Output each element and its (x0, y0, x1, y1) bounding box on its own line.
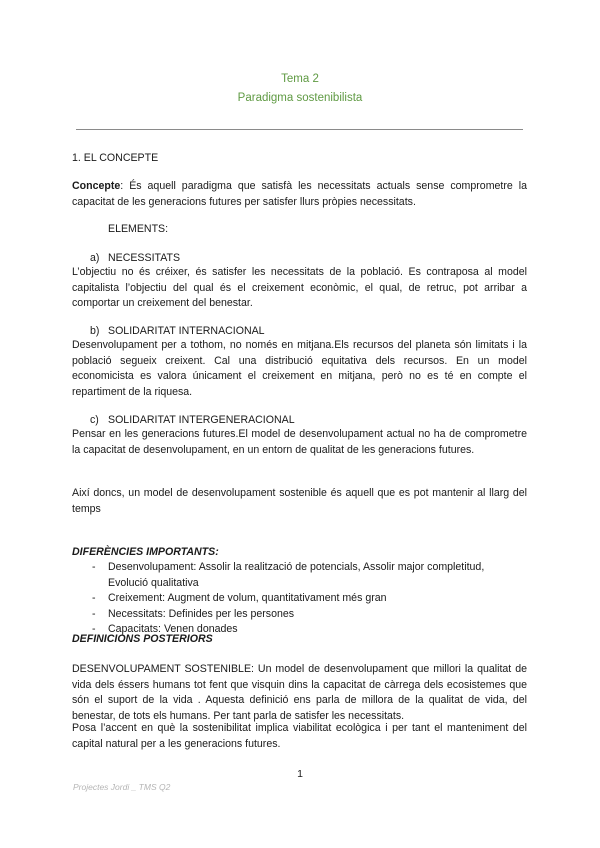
element-text: L’objectiu no és créixer, és satisfer les necessitats de la població. Es contraposa al model capitalista l’objectiu del qual és el creixement econòmic, el qual, de retruc, pot arribar a comportar un creixement del benestar. (72, 266, 527, 310)
element-marker: c) (90, 414, 99, 426)
elements-heading: ELEMENTS: (108, 223, 169, 235)
dash-bullet: - (92, 607, 96, 620)
element-title: SOLIDARITAT INTERNACIONAL (108, 325, 265, 337)
dash-bullet: - (92, 623, 96, 636)
document-subtitle: Paradigma sostenibilista (237, 92, 363, 104)
document-title: Tema 2 (281, 73, 319, 85)
header-divider (76, 129, 523, 130)
element-text: Desenvolupament per a tothom, no només en mitjana.Els recursos del planeta són limitats i la població segueix creixent. Cal una distribució equitativa dels recursos. En un model economicista es valora únicament el creixement en mitjana, però no es té en compte el repartiment de la riquesa. (72, 339, 527, 398)
list-item: - Creixement: Augment de volum, quantitativament més gran (72, 591, 527, 607)
list-item: - Desenvolupament: Assolir la realització de potencials, Assolir major completitud, Evolució qualitativa (92, 561, 485, 589)
section-heading: 1. EL CONCEPTE (72, 152, 159, 164)
conclusion-paragraph: Així doncs, un model de desenvolupament sostenible és aquell que es pot mantenir al llarg del temps (72, 487, 527, 515)
element-marker: a) (90, 252, 100, 264)
definition-paragraph: DESENVOLUPAMENT SOSTENIBLE: Un model de desenvolupament que millori la qualitat de vida dels éssers humans tot fent que visquin dins la capacitat de càrrega dels ecosistemes que són el suport de la vida . Aquesta definició ens parla de millora de la qualitat de vida, del benestar, de tots els humans. Per tant parla de satisfer les necessitats. (72, 663, 527, 722)
definition-paragraph: Posa l’accent en què la sostenibilitat implica viabilitat ecològica i per tant el manteniment del capital natural per a les generacions futures. (72, 722, 527, 750)
dash-bullet: - (92, 561, 96, 573)
element-text: Pensar en les generacions futures.El model de desenvolupament actual no ha de comprometre la capacitat de desenvolupament, en un entorn de qualitat de les generacions futures. (72, 428, 527, 456)
concept-term: Concepte (72, 180, 121, 192)
concept-paragraph (72, 179, 527, 210)
element-title: NECESSITATS (108, 252, 181, 264)
element-title: SOLIDARITAT INTERGENERACIONAL (108, 414, 295, 426)
page-number: 1 (297, 768, 303, 780)
list-item: - Capacitats: Venen donades (72, 622, 527, 638)
differences-list (72, 560, 527, 638)
dash-bullet: - (92, 592, 96, 605)
concept-text: : És aquell paradigma que satisfà les necessitats actuals sense comprometre la capacitat de les generacions futures per satisfer llurs pròpies necessitats. (72, 180, 527, 208)
definitions-heading: DEFINICIONS POSTERIORS (72, 633, 213, 645)
list-item: - Necessitats: Definides per les persones (72, 607, 527, 623)
element-marker: b) (90, 325, 100, 337)
footer-note: Projectes Jordi _ TMS Q2 (73, 782, 171, 792)
differences-heading: DIFERÈNCIES IMPORTANTS: (72, 546, 219, 558)
